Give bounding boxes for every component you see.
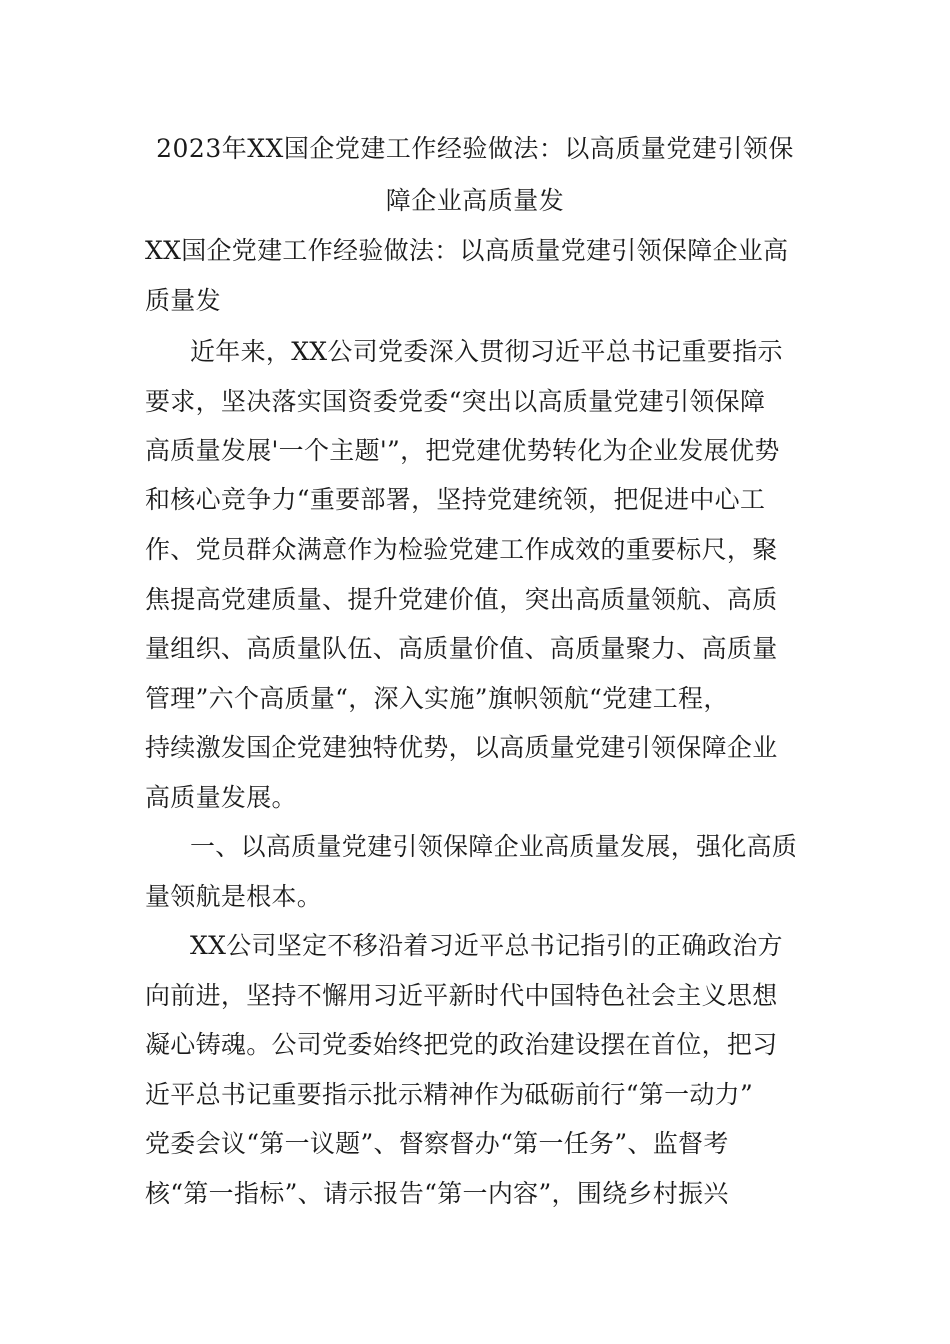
heading1-line-2: 量领航是根本。 (145, 882, 323, 911)
paragraph1-line-3: 高质量发展'一个主题'”，把党建优势转化为企业发展优势 (145, 436, 780, 465)
heading1-line-1: 一、以高质量党建引领保障企业高质量发展，强化高质 (190, 832, 798, 861)
paragraph1-line-2: 要求，坚决落实国资委党委“突出以高质量党建引领保障 (145, 387, 766, 416)
title-line-2: 障企业高质量发 (385, 186, 565, 215)
paragraph2-line-2: 向前进，坚持不懈用习近平新时代中国特色社会主义思想 (145, 981, 778, 1010)
paragraph1-line-9: 持续激发国企党建独特优势，以高质量党建引领保障企业 (145, 733, 778, 762)
paragraph1-line-8: 管理”六个高质量“，深入实施”旗帜领航“党建工程， (145, 684, 729, 713)
paragraph1-line-4: 和核心竞争力“重要部署，坚持党建统领，把促进中心工 (145, 485, 766, 514)
subtitle-line-2: 质量发 (145, 286, 221, 315)
paragraph2-line-3: 凝心铸魂。公司党委始终把党的政治建设摆在首位，把习 (145, 1030, 778, 1059)
paragraph1-line-7: 量组织、高质量队伍、高质量价值、高质量聚力、高质量 (145, 634, 778, 663)
paragraph2-line-6: 核“第一指标”、请示报告“第一内容”，围绕乡村振兴 (145, 1179, 729, 1208)
paragraph1-line-5: 作、党员群众满意作为检验党建工作成效的重要标尺，聚 (145, 535, 778, 564)
subtitle-line-1: XX国企党建工作经验做法：以高质量党建引领保障企业高 (145, 236, 789, 265)
paragraph2-line-5: 党委会议“第一议题”、督察督办“第一任务”、监督考 (145, 1129, 729, 1158)
paragraph1-line-6: 焦提高党建质量、提升党建价值，突出高质量领航、高质 (145, 585, 778, 614)
paragraph1-line-1: 近年来，XX公司党委深入贯彻习近平总书记重要指示 (190, 337, 783, 366)
paragraph2-line-4: 近平总书记重要指示批示精神作为砥砺前行“第一动力” (145, 1080, 754, 1109)
paragraph2-line-1: XX公司坚定不移沿着习近平总书记指引的正确政治方 (190, 931, 783, 960)
paragraph1-line-10: 高质量发展。 (145, 783, 297, 812)
title-line-1: 2023年XX国企党建工作经验做法：以高质量党建引领保 (156, 134, 794, 163)
